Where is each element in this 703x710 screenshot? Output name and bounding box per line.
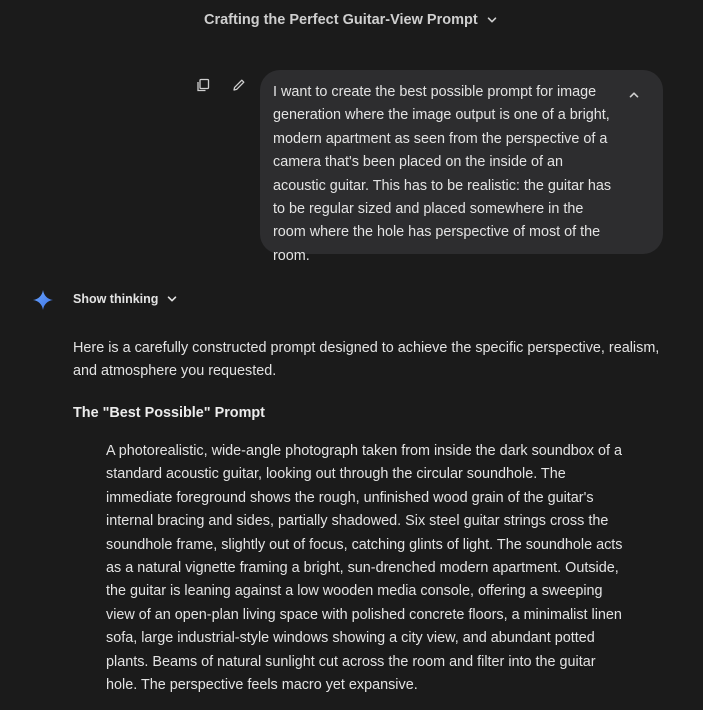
user-message-actions [194,76,248,94]
chevron-up-icon[interactable] [627,88,641,102]
conversation-title-dropdown[interactable] [204,12,498,28]
chevron-down-icon [486,14,498,26]
show-thinking-toggle[interactable] [73,292,178,306]
intro-paragraph: Here is a carefully constructed prompt designed to achieve the specific perspective, realism, and atmosphere you requested. [73,340,660,379]
assistant-response-intro [73,337,673,383]
user-message-bubble [260,70,663,264]
section-heading: The "Best Possible" Prompt [73,405,265,421]
copy-icon [196,78,210,92]
chevron-down-icon [166,293,178,305]
prompt-text: A photorealistic, wide-angle photograph taken from inside the dark soundbox of a standard acoustic guitar, looking out through the circular soundhole. The immediate foreground shows the rough, unfinished wood grain of the guitar's internal bracing and sides, partially shadowed. Six steel guitar strings cross the soundhole frame, slightly out of focus, catching glints of light. The soundhole acts as a natural vignette framing a bright, sun-drenched modern apartment. Outside, the guitar is leaning against a low wooden media console, offering a sweeping view of an open-plan living space with polished concrete floors, a minimalist linen sofa, large industrial-style windows showing a city view, and abundant potted plants. Beams of natural sunlight cut across the room and filter into the guitar hole. The perspective feels macro yet expansive. [106,443,623,694]
user-message-text: I want to create the best possible prompt for image generation where the image output is one of a bright, modern apartment as seen from the perspective of a camera that's been placed on the inside of an acoustic guitar. This has to be realistic: the guitar has to be regular sized and placed somewhere in the room where the hole has perspective of most of the room. [273,84,612,264]
sparkle-icon [32,289,54,311]
edit-button[interactable] [230,76,248,94]
copy-button[interactable] [194,76,212,94]
prompt-block [106,440,626,697]
show-thinking-label: Show thinking [73,292,159,306]
conversation-title: Crafting the Perfect Guitar-View Prompt [204,12,478,28]
pencil-icon [232,78,246,92]
